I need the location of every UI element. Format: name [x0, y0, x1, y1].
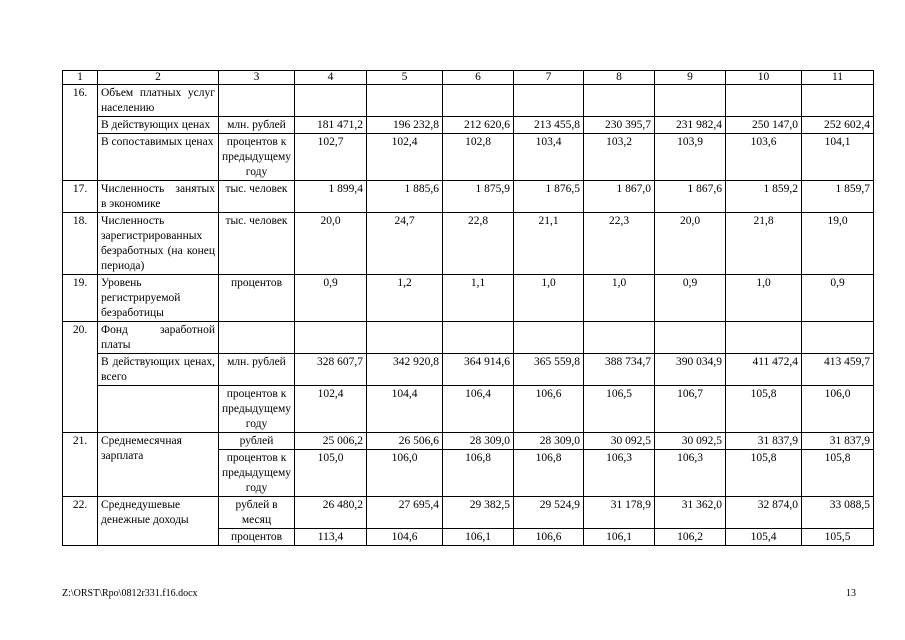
value-cell: 212 620,6	[443, 117, 514, 134]
value-cell: 106,1	[584, 529, 655, 546]
table-row	[63, 386, 874, 433]
value-cell: 1,1	[443, 275, 514, 322]
column-header: 6	[443, 71, 514, 85]
value-cell: 27 695,4	[367, 497, 443, 529]
value-cell: 29 524,9	[514, 497, 584, 529]
unit-cell: процентов к предыдущему году	[219, 450, 295, 497]
table-row	[63, 322, 874, 354]
row-index: 22.	[63, 497, 98, 546]
unit-cell: тыс. человек	[219, 213, 295, 275]
column-header: 3	[219, 71, 295, 85]
value-cell: 106,0	[367, 450, 443, 497]
value-cell: 106,1	[443, 529, 514, 546]
value-cell: 106,6	[514, 386, 584, 433]
value-cell: 104,4	[367, 386, 443, 433]
value-cell: 0,9	[295, 275, 367, 322]
value-cell: 106,7	[655, 386, 726, 433]
column-header: 9	[655, 71, 726, 85]
value-cell: 33 088,5	[802, 497, 874, 529]
value-cell: 103,4	[514, 134, 584, 181]
row-label	[98, 386, 219, 433]
unit-cell: млн. рублей	[219, 354, 295, 386]
unit-cell: рублей в месяц	[219, 497, 295, 529]
value-cell: 21,8	[726, 213, 802, 275]
value-cell: 106,8	[443, 450, 514, 497]
value-cell: 1 859,7	[802, 181, 874, 213]
value-cell: 106,3	[655, 450, 726, 497]
value-cell: 106,6	[514, 529, 584, 546]
table-row	[63, 134, 874, 181]
column-number-row	[63, 71, 874, 85]
column-header: 5	[367, 71, 443, 85]
table-row	[63, 181, 874, 213]
row-index: 20.	[63, 322, 98, 433]
value-cell: 26 506,6	[367, 433, 443, 450]
row-label: Численность занятых в экономике	[98, 181, 219, 213]
table-row	[63, 497, 874, 529]
value-cell: 102,4	[367, 134, 443, 181]
row-label: Численность зарегистрированных безработных (на конец периода)	[98, 213, 219, 275]
row-index: 16.	[63, 85, 98, 181]
value-cell: 103,6	[726, 134, 802, 181]
row-label: В сопоставимых ценах	[98, 134, 219, 181]
statistics-table	[62, 70, 874, 546]
value-cell: 196 232,8	[367, 117, 443, 134]
value-cell: 105,8	[726, 386, 802, 433]
column-header: 7	[514, 71, 584, 85]
unit-cell: тыс. человек	[219, 181, 295, 213]
value-cell: 411 472,4	[726, 354, 802, 386]
column-header: 4	[295, 71, 367, 85]
page-number: 13	[846, 588, 856, 599]
table-row	[63, 213, 874, 275]
unit-cell: процентов к предыдущему году	[219, 134, 295, 181]
table-row	[63, 354, 874, 386]
column-header: 8	[584, 71, 655, 85]
table-row	[63, 433, 874, 450]
value-cell: 28 309,0	[443, 433, 514, 450]
row-title: Объем платных услуг населению	[98, 85, 219, 117]
value-cell: 32 874,0	[726, 497, 802, 529]
file-path-footer: Z:\ORST\Rpo\0812r331.f16.docx	[62, 588, 198, 599]
unit-cell: млн. рублей	[219, 117, 295, 134]
value-cell: 31 362,0	[655, 497, 726, 529]
value-cell: 250 147,0	[726, 117, 802, 134]
value-cell: 1 867,0	[584, 181, 655, 213]
value-cell: 103,2	[584, 134, 655, 181]
value-cell: 29 382,5	[443, 497, 514, 529]
row-label: В действующих ценах	[98, 117, 219, 134]
value-cell: 103,9	[655, 134, 726, 181]
value-cell: 388 734,7	[584, 354, 655, 386]
value-cell: 230 395,7	[584, 117, 655, 134]
value-cell: 1 875,9	[443, 181, 514, 213]
value-cell: 1 867,6	[655, 181, 726, 213]
value-cell: 1 876,5	[514, 181, 584, 213]
value-cell: 30 092,5	[655, 433, 726, 450]
value-cell: 105,0	[295, 450, 367, 497]
value-cell: 106,0	[802, 386, 874, 433]
row-index: 21.	[63, 433, 98, 497]
unit-cell: процентов	[219, 275, 295, 322]
value-cell: 213 455,8	[514, 117, 584, 134]
value-cell: 1,0	[514, 275, 584, 322]
value-cell: 31 837,9	[726, 433, 802, 450]
row-label: Среднедушевые денежные доходы	[98, 497, 219, 546]
value-cell: 105,4	[726, 529, 802, 546]
value-cell: 390 034,9	[655, 354, 726, 386]
value-cell: 105,5	[802, 529, 874, 546]
value-cell: 104,6	[367, 529, 443, 546]
value-cell: 106,3	[584, 450, 655, 497]
value-cell: 24,7	[367, 213, 443, 275]
value-cell: 106,4	[443, 386, 514, 433]
value-cell: 365 559,8	[514, 354, 584, 386]
unit-cell: рублей	[219, 433, 295, 450]
value-cell: 364 914,6	[443, 354, 514, 386]
row-index: 17.	[63, 181, 98, 213]
row-index: 19.	[63, 275, 98, 322]
value-cell: 328 607,7	[295, 354, 367, 386]
value-cell: 105,8	[726, 450, 802, 497]
value-cell: 1,0	[726, 275, 802, 322]
table-row	[63, 117, 874, 134]
value-cell: 104,1	[802, 134, 874, 181]
column-header: 1	[63, 71, 98, 85]
value-cell: 102,4	[295, 386, 367, 433]
value-cell: 181 471,2	[295, 117, 367, 134]
value-cell: 25 006,2	[295, 433, 367, 450]
row-index: 18.	[63, 213, 98, 275]
column-header: 10	[726, 71, 802, 85]
row-title: Фонд заработной платы	[98, 322, 219, 354]
value-cell: 252 602,4	[802, 117, 874, 134]
value-cell: 31 837,9	[802, 433, 874, 450]
value-cell: 231 982,4	[655, 117, 726, 134]
value-cell: 1 859,2	[726, 181, 802, 213]
value-cell: 413 459,7	[802, 354, 874, 386]
value-cell: 342 920,8	[367, 354, 443, 386]
value-cell: 20,0	[655, 213, 726, 275]
value-cell: 113,4	[295, 529, 367, 546]
value-cell: 0,9	[655, 275, 726, 322]
value-cell: 26 480,2	[295, 497, 367, 529]
value-cell: 28 309,0	[514, 433, 584, 450]
column-header: 2	[98, 71, 219, 85]
value-cell: 31 178,9	[584, 497, 655, 529]
value-cell: 1 899,4	[295, 181, 367, 213]
row-label: Среднемесячная зарплата	[98, 433, 219, 497]
value-cell: 20,0	[295, 213, 367, 275]
table-row	[63, 85, 874, 117]
unit-cell: процентов к предыдущему году	[219, 386, 295, 433]
column-header: 11	[802, 71, 874, 85]
unit-cell: процентов	[219, 529, 295, 546]
value-cell: 22,8	[443, 213, 514, 275]
value-cell: 0,9	[802, 275, 874, 322]
value-cell: 106,5	[584, 386, 655, 433]
value-cell: 106,8	[514, 450, 584, 497]
value-cell: 30 092,5	[584, 433, 655, 450]
value-cell: 102,7	[295, 134, 367, 181]
value-cell: 21,1	[514, 213, 584, 275]
value-cell: 1,2	[367, 275, 443, 322]
value-cell: 22,3	[584, 213, 655, 275]
value-cell: 102,8	[443, 134, 514, 181]
value-cell: 19,0	[802, 213, 874, 275]
table-row	[63, 275, 874, 322]
value-cell: 105,8	[802, 450, 874, 497]
row-label: В действующих ценах, всего	[98, 354, 219, 386]
row-label: Уровень регистрируемой безработицы	[98, 275, 219, 322]
value-cell: 106,2	[655, 529, 726, 546]
value-cell: 1,0	[584, 275, 655, 322]
value-cell: 1 885,6	[367, 181, 443, 213]
